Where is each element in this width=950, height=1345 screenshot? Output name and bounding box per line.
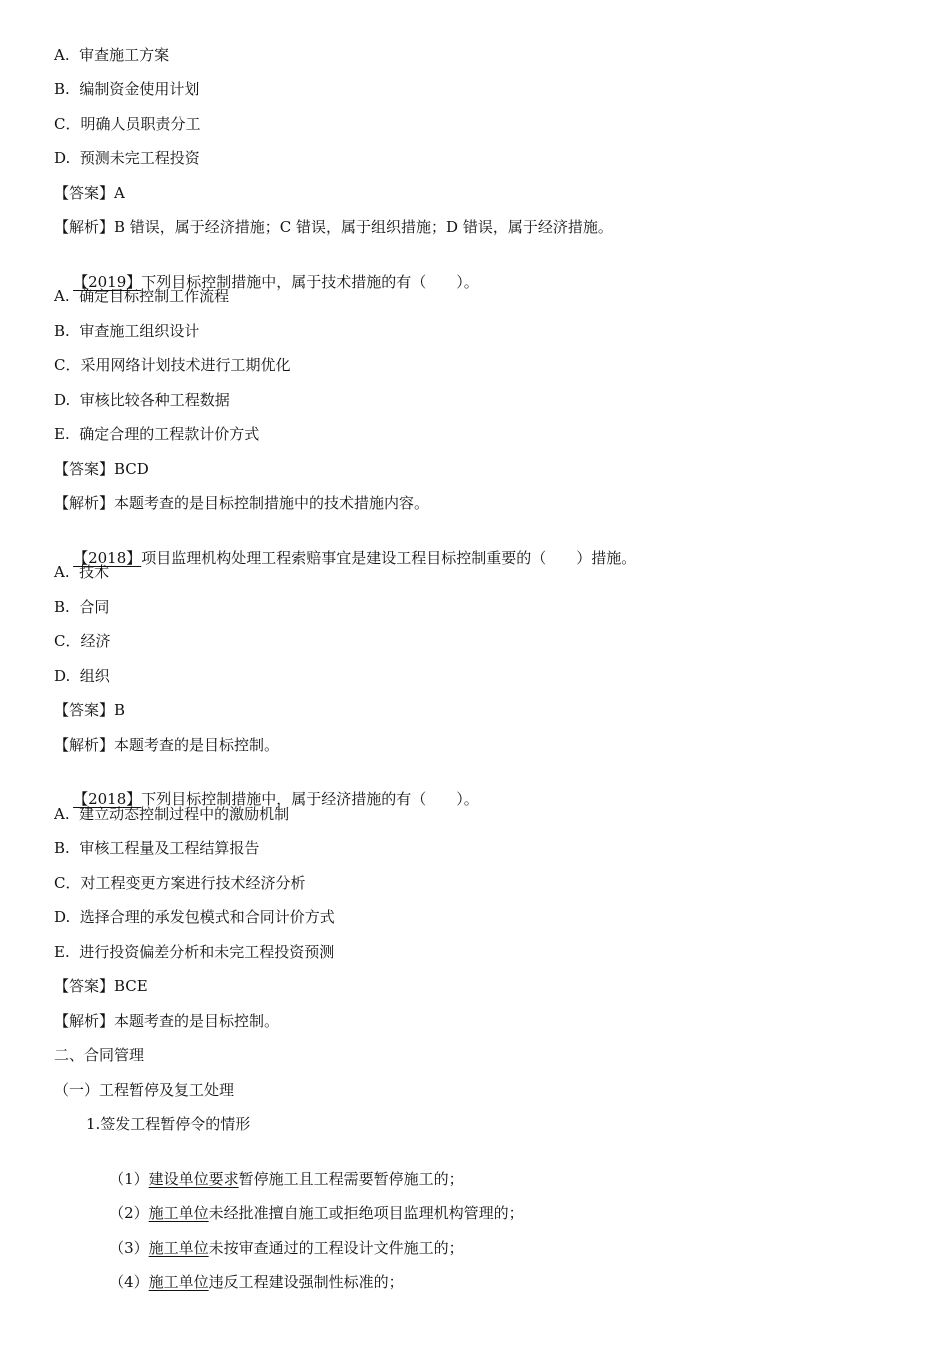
option-c: C．明确人员职责分工 (54, 115, 201, 133)
section-heading: 二、合同管理 (54, 1046, 145, 1064)
list-number: （2） (109, 1204, 149, 1222)
underlined-term: 施工单位 (148, 1239, 209, 1257)
list-item (90, 1218, 464, 1257)
underlined-term: 建设单位要求 (148, 1170, 239, 1188)
year-tag: 【2018】 (73, 549, 142, 567)
year-tag: 【2018】 (73, 790, 142, 808)
option-a: A. 技术 (54, 563, 110, 581)
list-item (90, 1252, 404, 1291)
option-d: D. 选择合理的承发包模式和合同计价方式 (54, 908, 335, 926)
option-c: C．对工程变更方案进行技术经济分析 (54, 874, 306, 892)
option-b: B. 编制资金使用计划 (54, 80, 200, 98)
answer: 【答案】BCD (54, 460, 149, 478)
underlined-term: 施工单位 (148, 1273, 209, 1291)
question-2019 (54, 252, 479, 291)
explanation: 【解析】本题考查的是目标控制。 (54, 736, 280, 754)
answer: 【答案】BCE (54, 977, 148, 995)
list-text: 暂停施工且工程需要暂停施工的； (238, 1170, 464, 1188)
option-a: A. 建立动态控制过程中的激励机制 (54, 805, 290, 823)
list-item (90, 1183, 524, 1222)
option-a: A. 审查施工方案 (54, 46, 170, 64)
subsection-heading: （一）工程暂停及复工处理 (54, 1081, 235, 1099)
question-text: 下列目标控制措施中，属于技术措施的有（ ）。 (141, 273, 479, 291)
option-c: C．采用网络计划技术进行工期优化 (54, 356, 291, 374)
list-number: （4） (109, 1273, 149, 1291)
option-c: C．经济 (54, 632, 111, 650)
explanation: 【解析】本题考查的是目标控制措施中的技术措施内容。 (54, 494, 430, 512)
underlined-term: 施工单位 (148, 1204, 209, 1222)
list-number: （3） (109, 1239, 149, 1257)
list-item (90, 1149, 464, 1188)
year-tag: 【2019】 (73, 273, 142, 291)
option-b: B. 审核工程量及工程结算报告 (54, 839, 260, 857)
question-text: 下列目标控制措施中，属于经济措施的有（ ）。 (141, 790, 479, 808)
explanation: 【解析】B 错误，属于经济措施；C 错误，属于组织措施；D 错误，属于经济措施。 (54, 218, 613, 236)
question-text: 项目监理机构处理工程索赔事宜是建设工程目标控制重要的（ ）措施。 (141, 549, 637, 567)
option-b: B. 合同 (54, 598, 110, 616)
option-d: D. 审核比较各种工程数据 (54, 391, 230, 409)
option-e: E. 进行投资偏差分析和未完工程投资预测 (54, 943, 335, 961)
list-number: （1） (109, 1170, 149, 1188)
explanation: 【解析】本题考查的是目标控制。 (54, 1012, 280, 1030)
answer: 【答案】A (54, 184, 125, 202)
list-text: 未按审查通过的工程设计文件施工的； (208, 1239, 464, 1257)
answer: 【答案】B (54, 701, 126, 719)
question-2018-b (54, 769, 479, 808)
option-a: A. 确定目标控制工作流程 (54, 287, 230, 305)
list-text: 未经批准擅自施工或拒绝项目监理机构管理的； (208, 1204, 524, 1222)
list-text: 违反工程建设强制性标准的； (208, 1273, 404, 1291)
item-heading: 1.签发工程暂停令的情形 (86, 1115, 251, 1133)
option-e: E. 确定合理的工程款计价方式 (54, 425, 260, 443)
option-d: D. 预测未完工程投资 (54, 149, 200, 167)
option-d: D. 组织 (54, 667, 110, 685)
question-2018-a (54, 528, 637, 567)
option-b: B. 审查施工组织设计 (54, 322, 200, 340)
